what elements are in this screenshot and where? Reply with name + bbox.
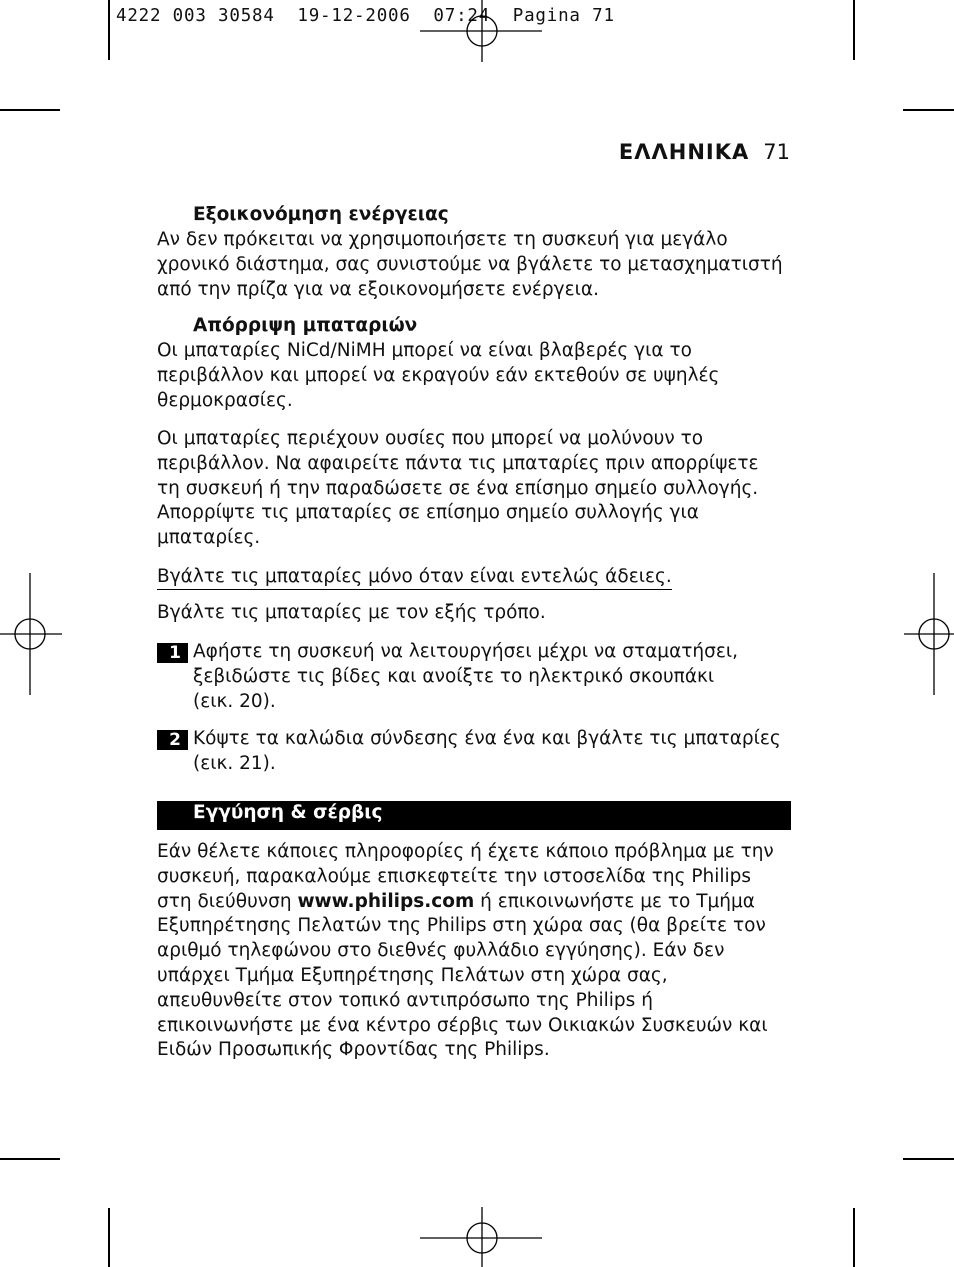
text-line: υπάρχει Τμήμα Εξυπηρέτησης Πελάτων στη χώρα σας, — [157, 964, 668, 986]
text-line — [157, 890, 797, 915]
energy-heading: Εξοικονόμηση ενέργειας — [193, 204, 449, 225]
text-line: Απορρίψτε τις μπαταρίες σε επίσημο σημείο συλλογής για — [157, 502, 699, 524]
text-line: μπαταρίες. — [157, 527, 261, 549]
website-link[interactable]: www.philips.com — [297, 890, 475, 912]
step-text — [193, 640, 793, 714]
removal-intro: Βγάλτε τις μπαταρίες με τον εξής τρόπο. — [157, 602, 546, 623]
step-number-badge: 2 — [157, 730, 188, 750]
section-bar-warranty — [157, 801, 791, 830]
text-line: Κόψτε τα καλώδια σύνδεσης ένα ένα και βγάλτε τις μπαταρίες — [193, 728, 781, 749]
text-line: Αν δεν πρόκειται να χρησιμοποιήσετε τη συσκευή για μεγάλο — [157, 229, 728, 250]
text-line: περιβάλλον. Να αφαιρείτε πάντα τις μπαταρίες πριν απορρίψετε — [157, 452, 759, 474]
text-line: ξεβιδώστε τις βίδες και ανοίξτε το ηλεκτρικό σκουπάκι — [193, 665, 715, 687]
registration-mark-bottom — [420, 1207, 544, 1267]
text-fragment: ή επικοινωνήστε με το Τμήμα — [474, 890, 755, 912]
warning-line — [157, 565, 797, 590]
warranty-paragraph — [157, 840, 797, 1063]
page-number: 71 — [763, 140, 790, 164]
text-line: απευθυνθείτε στον τοπικό αντιπρόσωπο της Philips ή — [157, 989, 653, 1011]
text-line: θερμοκρασίες. — [157, 389, 293, 411]
text-line: χρονικό διάστημα, σας συνιστούμε να βγάλετε το μετασχηματιστή — [157, 253, 783, 275]
text-line: Αφήστε τη συσκευή να λειτουργήσει μέχρι να σταματήσει, — [193, 641, 739, 662]
registration-mark-right — [890, 573, 954, 697]
text-line: από την πρίζα για να εξοικονομήσετε ενέργεια. — [157, 278, 599, 300]
warning-text: Βγάλτε τις μπαταρίες μόνο όταν είναι εντελώς άδειες. — [157, 566, 672, 590]
text-line: (εικ. 21). — [193, 752, 276, 774]
disposal-paragraph-1 — [157, 339, 797, 413]
disposal-heading: Απόρριψη μπαταριών — [193, 315, 418, 336]
language-title: ΕΛΛΗΝΙΚΑ — [618, 140, 750, 164]
registration-mark-top — [420, 0, 544, 64]
text-line: επικοινωνήστε με ένα κέντρο σέρβις των Οικιακών Συσκευών και — [157, 1014, 768, 1036]
text-line: Οι μπαταρίες περιέχουν ουσίες που μπορεί να μολύνουν το — [157, 428, 704, 449]
disposal-paragraph-2 — [157, 427, 797, 551]
text-line: Ειδών Προσωπικής Φροντίδας της Philips. — [157, 1039, 550, 1061]
warranty-heading: Εγγύηση & σέρβις — [193, 802, 383, 823]
text-line: περιβάλλον και μπορεί να εκραγούν εάν εκτεθούν σε υψηλές — [157, 364, 720, 386]
text-line: τη συσκευή ή την παραδώσετε σε ένα επίσημο σημείο συλλογής. — [157, 477, 759, 499]
step-text — [193, 727, 793, 777]
text-fragment: στη διεύθυνση — [157, 890, 298, 912]
text-line: Εάν θέλετε κάποιες πληροφορίες ή έχετε κάποιο πρόβλημα με την — [157, 841, 774, 862]
text-line: Οι μπαταρίες NiCd/NiMH μπορεί να είναι βλαβερές για το — [157, 340, 692, 361]
text-line: συσκευή, παρακαλούμε επισκεφτείτε την ιστοσελίδα της Philips — [157, 865, 752, 887]
page-header — [619, 140, 790, 164]
step-number-badge: 1 — [157, 643, 188, 663]
print-slug: 4222 003 30584 19-12-2006 07:24 Pagina 71 — [116, 6, 615, 26]
registration-mark-left — [0, 573, 64, 697]
text-line: αριθμό τηλεφώνου στο διεθνές φυλλάδιο εγγύησης). Εάν δεν — [157, 940, 725, 962]
text-line: (εικ. 20). — [193, 690, 276, 712]
text-line: Εξυπηρέτησης Πελατών της Philips στη χώρα σας (θα βρείτε τον — [157, 915, 766, 937]
energy-paragraph — [157, 228, 797, 302]
